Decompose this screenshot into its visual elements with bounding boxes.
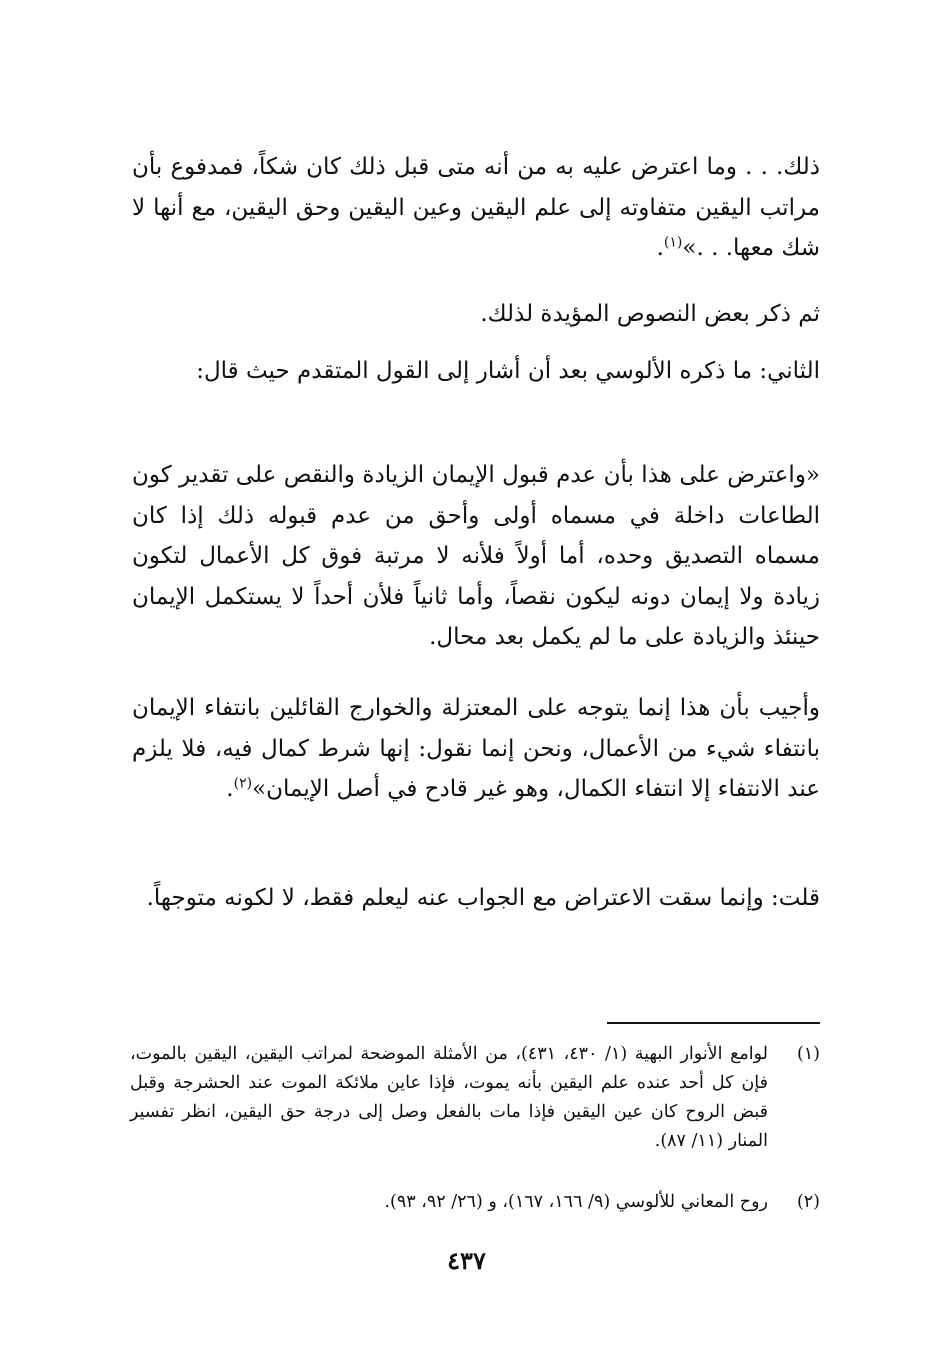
- page-number: ٤٣٧: [447, 1246, 486, 1275]
- paragraph-3: الثاني: ما ذكره الألوسي بعد أن أشار إلى القول المتقدم حيث قال:: [196, 358, 820, 384]
- paragraph-5: [132, 688, 820, 810]
- footnote-divider: [607, 1022, 820, 1024]
- paragraph-2: ثم ذكر بعض النصوص المؤيدة لذلك.: [480, 301, 820, 327]
- paragraph-6: قلت: وإنما سقت الاعتراض مع الجواب عنه ليعلم فقط، لا لكونه متوجهاً.: [146, 885, 820, 911]
- footnote-2: [130, 1188, 820, 1217]
- footnote-1-text: لوامع الأنوار البهية (١/ ٤٣٠، ٤٣١)، من الأمثلة الموضحة لمراتب اليقين، اليقين بالموت، فإن كل أحد عنده علم اليقين بأنه يموت، فإذا عاين ملائكة الموت عند الحشرجة وقبل قبض الروح كان عين اليقين فإذا مات بالفعل وصل إلى درجة حق اليقين، انظر تفسير المنار (١١/ ٨٧).: [130, 1044, 768, 1151]
- paragraph-1-end-mark: .: [656, 235, 664, 261]
- paragraph-1-text: ذلك. . . وما اعترض عليه به من أنه متى قبل ذلك كان شكاً، فمدفوع بأن مراتب اليقين متفاوته إلى علم اليقين وعين اليقين وحق اليقين، مع أنها لا شك معها. . .»: [132, 154, 820, 261]
- paragraph-5-end-mark: .: [226, 776, 234, 802]
- paragraph-5-text: وأجيب بأن هذا إنما يتوجه على المعتزلة والخوارج القائلين بانتفاء الإيمان بانتفاء شيء من الأعمال، ونحن إنما نقول: إنها شرط كمال فيه، فلا يلزم عند الانتفاء إلا انتفاء الكمال، وهو غير قادح في أصل الإيمان»: [132, 695, 820, 802]
- footnote-2-text: روح المعاني للألوسي (٩/ ١٦٦، ١٦٧)، و (٢٦/ ٩٢، ٩٣).: [384, 1192, 768, 1212]
- footnote-1: [130, 1040, 820, 1156]
- footnote-1-number: (١): [796, 1044, 820, 1064]
- footnote-ref-2[interactable]: (٢): [233, 775, 253, 792]
- footnote-2-number: (٢): [796, 1192, 820, 1212]
- footnote-ref-1[interactable]: (١): [663, 234, 683, 251]
- paragraph-1: [132, 147, 820, 269]
- paragraph-4-quote: «واعترض على هذا بأن عدم قبول الإيمان الزيادة والنقص على تقدير كون الطاعات داخلة في مسماه أولى وأحق من عدم قبوله ذلك إذا كان مسماه التصديق وحده، أما أولاً فلأنه لا مرتبة فوق كل الأعمال لتكون زيادة ولا إيمان دونه ليكون نقصاً، وأما ثانياً فلأن أحداً لا يستكمل الإيمان حينئذ والزيادة على ما لم يكمل بعد محال.: [132, 462, 820, 650]
